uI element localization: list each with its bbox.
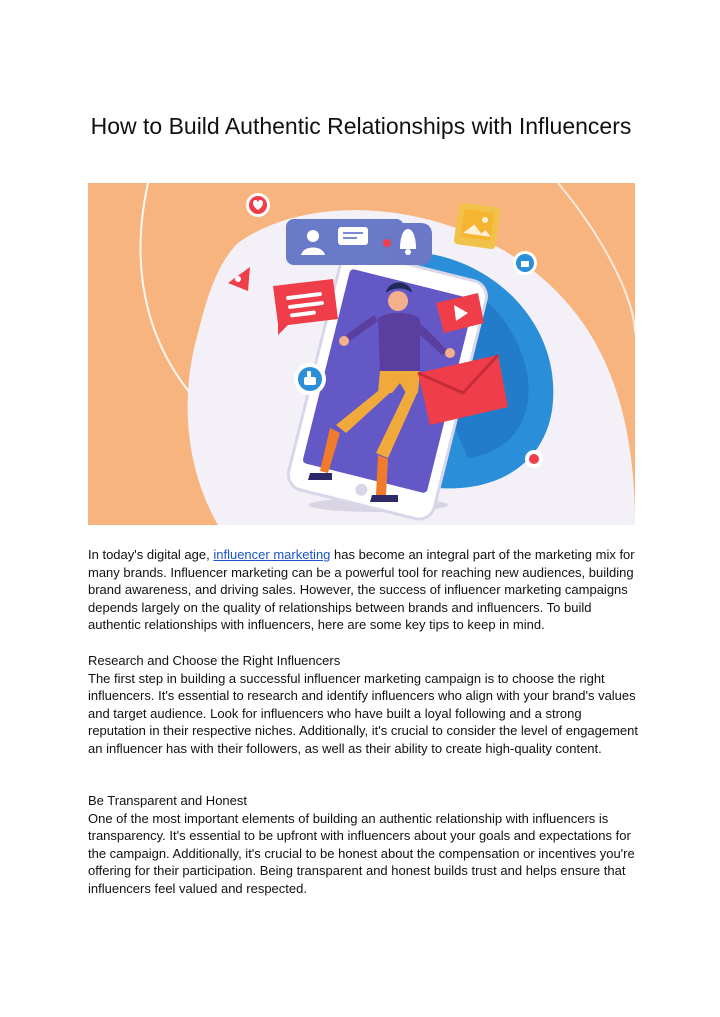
hero-illustration	[88, 183, 635, 525]
like-icon	[513, 251, 537, 275]
image-icon	[453, 202, 500, 249]
record-icon	[525, 450, 543, 468]
section-heading: Be Transparent and Honest	[88, 793, 247, 808]
section-heading: Research and Choose the Right Influencers	[88, 653, 341, 668]
heart-icon	[246, 193, 270, 217]
section-body: The first step in building a successful influencer marketing campaign is to choose the right influencers. It's essential to research and identify influencers who align with your brand's values and target audience. Look for influencers who have built a loyal following and a strong reputation in their respective niches. Additionally, it's crucial to consider the level of engagement an influencer has with their followers, as well as their ability to create high-quality content.	[88, 670, 638, 756]
document-title: How to Build Authentic Relationships with Influencers	[90, 113, 632, 139]
intro-text-before: In today's digital age,	[88, 547, 214, 562]
section-transparency	[88, 792, 638, 898]
section-research	[88, 652, 638, 758]
thumbs-up-icon	[294, 363, 326, 395]
intro-paragraph	[88, 546, 638, 634]
influencer-marketing-link[interactable]: influencer marketing	[213, 547, 331, 562]
intro-text-after: has become an integral part of the marketing mix for many brands. Influencer marketing can be a powerful tool for reaching new audiences, building brand awareness, and driving sales. However, the success of influencer marketing campaigns depends largely on the quality of relationships between brands and influencers. To build authentic relationships with influencers, here are some key tips to keep in mind.	[88, 547, 635, 633]
section-body: One of the most important elements of building an authentic relationship with influencers is transparency. It's essential to be upfront with influencers about your goals and expectations for the campaign. Additionally, it's crucial to be honest about the compensation or incentives you're offering for their participation. Being transparent and honest builds trust and helps ensure that influencers feel valued and respected.	[88, 810, 635, 896]
bell-icon	[383, 223, 432, 265]
